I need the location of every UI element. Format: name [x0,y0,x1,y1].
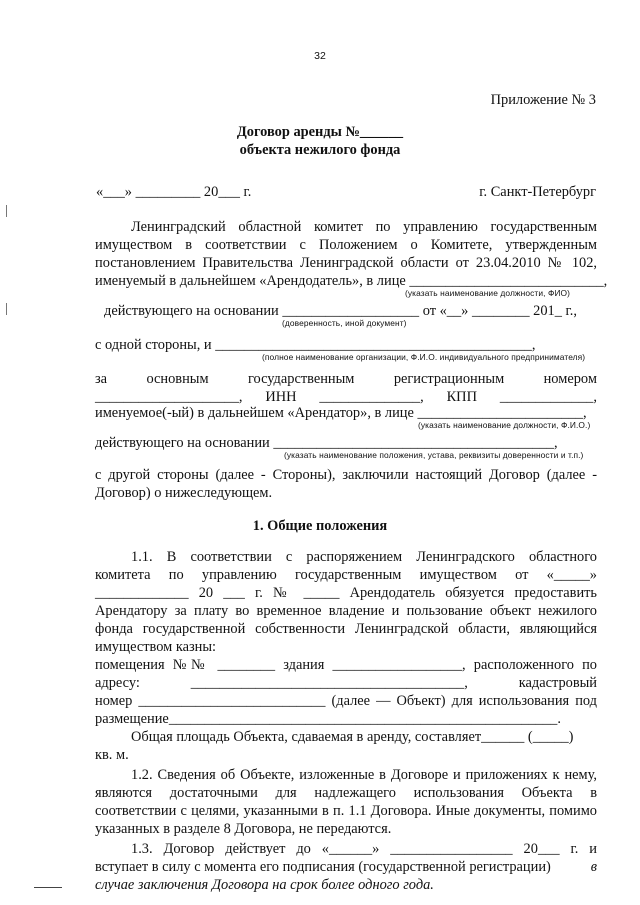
clause-line: указанных в разделе 8 Договора, не передаются. [95,821,392,837]
basis-field: ___________________ [282,303,420,319]
preamble-line: постановлением Правительства Ленинградской области от 23.04.2010 № 102, [95,255,597,271]
party-label: с одной стороны, и [95,337,212,353]
clause-line [95,858,597,876]
document-title: Договор аренды №______ [236,124,404,140]
scan-artifact [34,887,62,888]
ogrn-word: основным [146,371,209,387]
clause-line: размещение______________________________________________________. [95,711,561,727]
preamble-line: Ленинградский областной комитет по управлению государственным [131,219,597,235]
field-hint: (указать наименование должности, Ф.И.О.) [418,420,591,430]
lessee-basis-field: _______________________________________, [273,435,558,451]
lessor-representative-field: ___________________________, [409,273,608,289]
clause-line: _____________ 20 ___ г. № _____ Арендодатель обязуется предоставить [95,585,597,601]
field-hint: (полное наименование организации, Ф.И.О. индивидуального предпринимателя) [262,352,586,362]
document-subtitle: объекта нежилого фонда [239,142,401,158]
kpp-label: КПП [446,389,477,405]
inn-field: ______________, [319,389,424,405]
clause-line: номер __________________________ (далее — Объект) для использования под [95,693,597,709]
clause-line: кв. м. [95,747,129,763]
clause-italic-line: случае заключения Договора на срок более одного года. [95,877,434,893]
clause-line: являются достаточными для надлежащего использования Объекта в [95,785,597,801]
field-hint: (указать наименование должности, ФИО) [405,288,571,298]
field-hint: (указать наименование положения, устава, реквизиты доверенности и т.п.) [284,450,584,460]
clause-line: помещения №№ ________ здания __________________, расположенного по [95,657,597,673]
basis-date-field: от «__» ________ 201_ г., [422,303,577,319]
ogrn-word: государственным [247,371,355,387]
contract-city: г. Санкт-Петербург [479,184,596,200]
preamble-line: имуществом в соответствии с Положением о Комитете, утвержденным [95,237,597,253]
clause-line: 1.1. В соответствии с распоряжением Ленинградского областного [131,549,597,565]
clause-text: вступает в силу с момента его подписания (государственной регистрации) [95,859,551,875]
contract-date: «___» _________ 20___ г. [96,184,252,200]
clause-line: имуществом казны: [95,639,217,655]
lessee-text: именуемое(-ый) в дальнейшем «Арендатор», в лице [95,405,414,421]
ogrn-word: регистрационным [393,371,505,387]
ogrn-field: ____________________, [95,389,243,405]
clause-line: адресу: ______________________________________, кадастровый [95,675,597,691]
ogrn-word: за [95,371,108,387]
field-hint: (доверенность, иной документ) [282,318,407,328]
clause-line: 1.2. Сведения об Объекте, изложенные в Договоре и приложениях к нему, [131,767,597,783]
basis-label: действующего на основании [95,435,270,451]
lessee-name-field: ____________________________________________, [215,337,536,353]
scan-margin-mark [6,205,7,217]
clause-line: комитета по управлению государственным имуществом от «_____» [95,567,597,583]
section-heading: 1. Общие положения [252,518,388,534]
inn-label: ИНН [265,389,297,405]
annex-label: Приложение № 3 [490,92,596,108]
clause-line: фонда государственной собственности Ленинградской области, являющийся [95,621,597,637]
clause-line: соответствии с целями, указанными в п. 1.1 Договора. Иные документы, помимо [95,803,597,819]
preamble-line: с другой стороны (далее - Стороны), заключили настоящий Договор (далее - [95,467,597,483]
clause-line: 1.3. Договор действует до «______» _________________ 20___ г. и [131,841,597,857]
clause-line: Арендатору за плату во временное владение и пользование объект нежилого [95,603,597,619]
kpp-field: _____________, [499,389,597,405]
clause-line: Общая площадь Объекта, сдаваемая в аренду, составляет______ (_____) [131,729,574,745]
preamble-line: Договор) о нижеследующем. [95,485,273,501]
lessor-text: именуемый в дальнейшем «Арендодатель», в лице [95,273,406,289]
basis-label: действующего на основании [104,303,279,319]
page-number: 32 [314,50,326,62]
lessee-representative-field: _______________________, [417,405,587,421]
scan-margin-mark [6,303,7,315]
clause-italic-text: в [590,859,597,875]
ogrn-line [95,370,597,388]
ogrn-word: номером [543,371,597,387]
